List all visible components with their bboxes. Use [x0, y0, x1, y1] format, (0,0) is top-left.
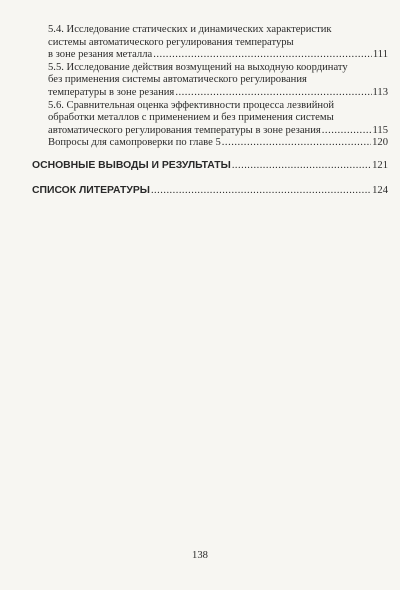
toc-entry-text: в зоне резания металла — [48, 49, 153, 61]
toc-entry-last-line — [32, 185, 388, 198]
toc-entry-line: 5.4. Исследование статических и динамических характеристик — [48, 24, 332, 35]
toc-section-title: ОСНОВНЫЕ ВЫВОДЫ И РЕЗУЛЬТАТЫ — [32, 159, 231, 171]
toc-page-number: 115 — [372, 124, 388, 136]
toc-leader-dots — [153, 49, 372, 62]
toc-entry-conclusions — [32, 160, 388, 173]
toc-entry-last-line — [48, 49, 388, 62]
toc-page-number: 124 — [372, 184, 388, 196]
toc-leader-dots — [222, 137, 371, 150]
toc-entry-last-line — [48, 137, 388, 150]
toc-page-number: 111 — [372, 49, 388, 61]
toc-page-number: 113 — [372, 86, 388, 98]
toc-entry-line: обработки металлов с применением и без применения системы — [48, 112, 334, 124]
toc-entry-last-line — [32, 160, 388, 173]
toc-entry-self-check — [48, 137, 388, 150]
toc-entry-last-line — [48, 125, 388, 138]
toc-entry-5-6 — [48, 100, 388, 138]
toc-entry-5-5 — [48, 62, 388, 100]
toc-leader-dots — [175, 87, 371, 100]
toc-entry-text: автоматического регулирования температуры в зоне резания — [48, 124, 321, 136]
toc-leader-dots — [151, 185, 371, 198]
toc-entry-line: 5.6. Сравнительная оценка эффективности процесса лезвийной — [48, 99, 335, 111]
toc-entry-5-4 — [48, 24, 388, 62]
toc-entry-last-line — [48, 87, 388, 100]
toc-page-number: 121 — [372, 159, 388, 171]
table-of-contents — [32, 24, 388, 197]
toc-entry-text: температуры в зоне резания — [48, 86, 175, 98]
toc-page-number: 120 — [372, 137, 388, 149]
toc-entry-line: системы автоматического регулирования температуры — [48, 36, 294, 48]
toc-entry-text: Вопросы для самопроверки по главе 5 — [48, 137, 221, 149]
toc-leader-dots — [232, 160, 371, 173]
toc-entry-references — [32, 185, 388, 198]
toc-entry-line: 5.5. Исследование действия возмущений на выходную координату — [48, 61, 348, 73]
toc-section-title: СПИСОК ЛИТЕРАТУРЫ — [32, 184, 150, 196]
toc-leader-dots — [322, 125, 372, 138]
toc-entry-line: без применения системы автоматического регулирования — [48, 74, 307, 86]
page-number: 138 — [192, 550, 208, 561]
